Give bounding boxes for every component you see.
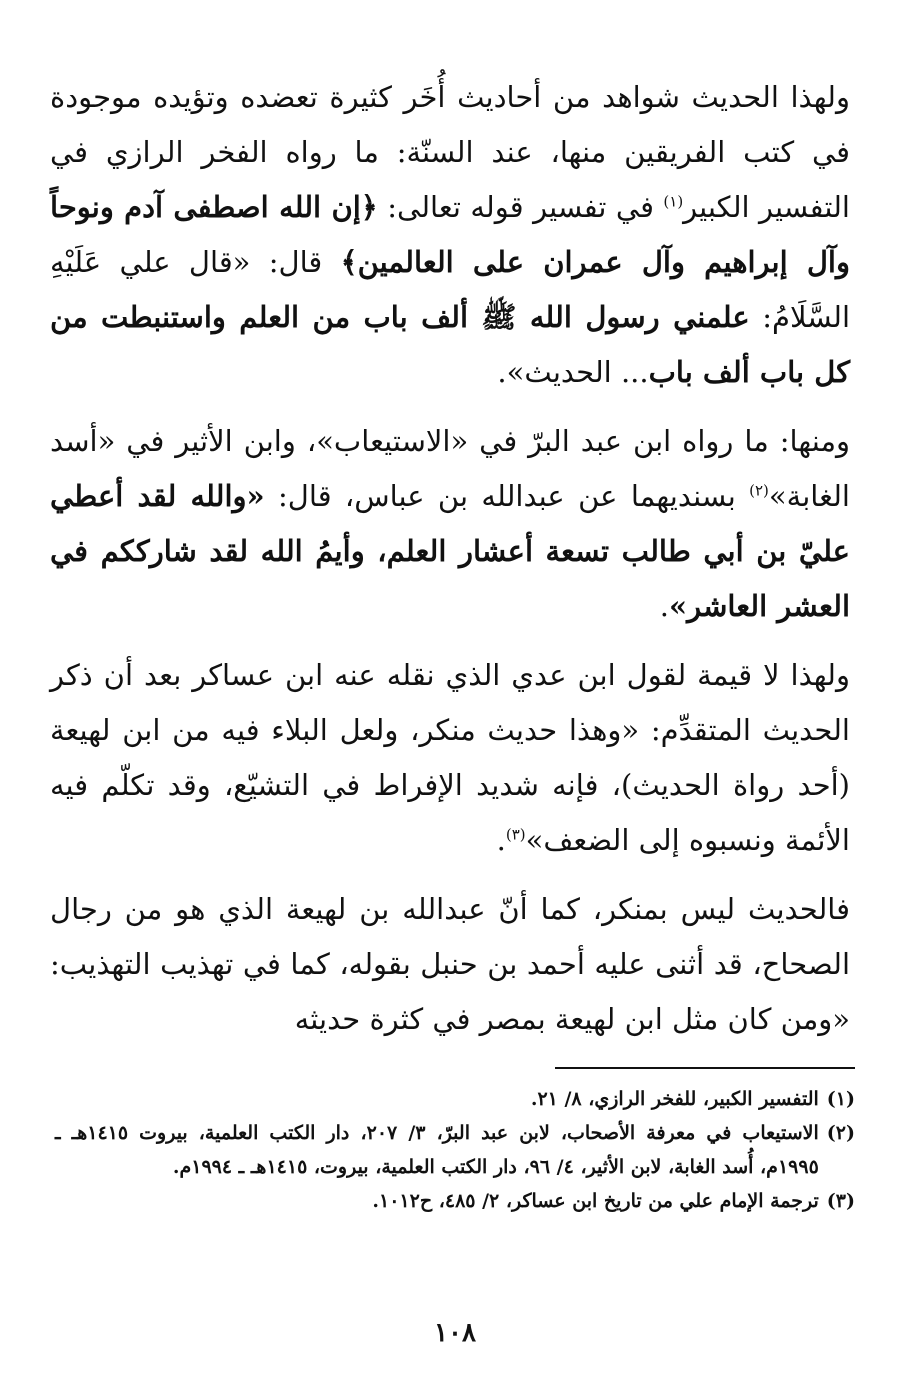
- hadith-quote: «والله لقد أعطي عليّ بن أبي طالب تسعة أعشار العلم، وأيمُ الله لقد شارككم في العشر العاشر»: [50, 479, 850, 623]
- paragraph-4: [50, 882, 850, 1047]
- paragraph-3: [50, 648, 850, 868]
- main-text: [50, 70, 850, 1061]
- footnote-number: (١): [826, 1088, 855, 1110]
- text-run: ولهذا الحديث شواهد من أحاديث أُخَر كثيرة تعضده وتؤيده موجودة في كتب الفريقين منها، عند السنّة: ما رواه الفخر الرازي في التفسير الكبير: [50, 80, 850, 224]
- footnote-ref: (٣): [505, 825, 526, 844]
- hadith-quote: علمني رسول الله ﷺ ألف باب من العلم واستنبطت من كل باب ألف باب: [50, 300, 850, 389]
- text-run: فالحديث ليس بمنكر، كما أنّ عبدالله بن لهيعة الذي هو من رجال الصحاح، قد أثنى عليه أحمد بن حنبل بقوله، كما في تهذيب التهذيب:: [50, 892, 850, 981]
- footnote-number: (٣): [826, 1190, 855, 1212]
- footnote-2: [55, 1116, 855, 1184]
- text-run: .: [496, 823, 506, 857]
- quoted-statement: «وهذا حديث منكر، ولعل البلاء فيه من ابن لهيعة (أحد رواة الحديث)، فإنه شديد الإفراط في التشيّع، وقد تكلّم فيه الأئمة ونسبوه إلى الضعف»: [50, 713, 850, 857]
- text-run: في تفسير قوله تعالى:: [377, 190, 664, 224]
- footnote-3: [55, 1184, 855, 1218]
- footnote-text: ترجمة الإمام علي من تاريخ ابن عساكر، ٢/ ٤٨٥، ح١٠١٢.: [372, 1190, 819, 1212]
- footnote-text: التفسير الكبير، للفخر الرازي، ٨/ ٢١.: [530, 1088, 819, 1110]
- page-number: ١٠٨: [434, 1318, 476, 1348]
- footnotes: [55, 1082, 855, 1218]
- text-run: ومنها: ما رواه ابن عبد البرّ في «الاستيعاب»، وابن الأثير في «أسد الغابة»: [50, 424, 850, 513]
- text-run: بسنديهما عن عبدالله بن عباس، قال:: [264, 479, 750, 513]
- paragraph-2: [50, 414, 850, 634]
- footnote-ref: (١): [663, 192, 684, 211]
- quran-quote: ﴿إن الله اصطفى آدم ونوحاً وآل إبراهيم وآل عمران على العالمين﴾: [50, 190, 850, 279]
- footnote-ref: (٢): [749, 481, 769, 500]
- footnote-1: [55, 1082, 855, 1116]
- text-run: .: [659, 589, 669, 623]
- paragraph-1: [50, 70, 850, 400]
- text-run: قال: «قال علي عَلَيْهِ السَّلَامُ:: [50, 245, 851, 334]
- footnote-divider: [555, 1067, 855, 1069]
- footnote-text: الاستيعاب في معرفة الأصحاب، لابن عبد البرّ، ٣/ ٢٠٧، دار الكتب العلمية، بيروت ١٤١٥هـ ـ ١٩٩٥م، أُسد الغابة، لابن الأثير، ٤/ ٩٦، دار الكتب العلمية، بيروت، ١٤١٥هـ ـ ١٩٩٤م.: [55, 1122, 819, 1178]
- quoted-statement: «ومن كان مثل ابن لهيعة بمصر في كثرة حديثه: [294, 1002, 850, 1036]
- footnote-number: (٢): [826, 1122, 855, 1144]
- text-run: ... الحديث».: [497, 355, 649, 389]
- text-run: ولهذا لا قيمة لقول ابن عدي الذي نقله عنه ابن عساكر بعد أن ذكر الحديث المتقدِّم:: [50, 658, 850, 747]
